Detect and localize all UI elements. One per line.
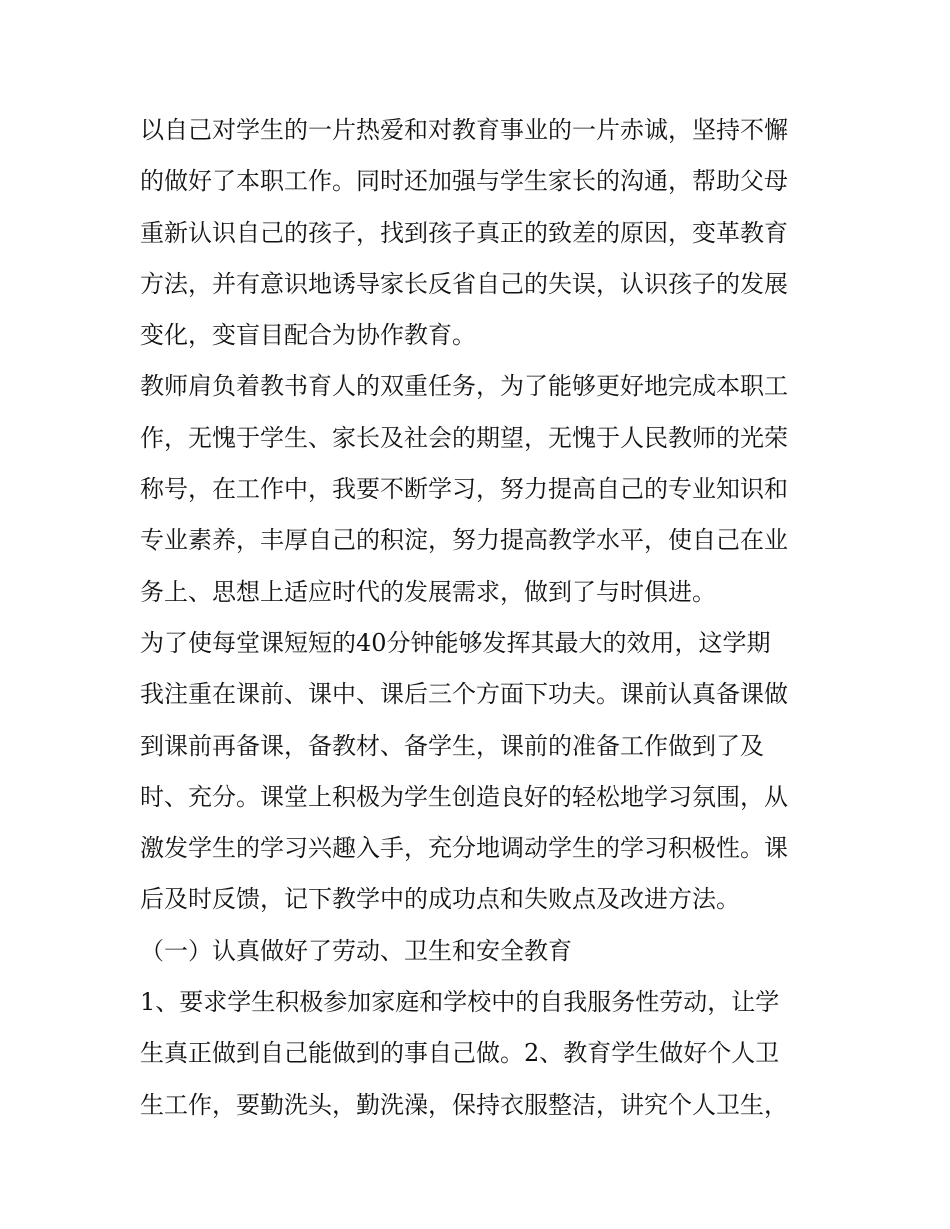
text-line: 以自己对学生的一片热爱和对教育事业的一片赤诚，坚持不懈 <box>140 116 788 144</box>
text-line: 变化，变盲目配合为协作教育。 <box>140 321 476 350</box>
section-heading: （一）认真做好了劳动、卫生和安全教育 <box>140 936 572 965</box>
text-line: 1、要求学生积极参加家庭和学校中的自我服务性劳动，让学 <box>140 988 780 1017</box>
text-line: 称号，在工作中，我要不断学习，努力提高自己的专业知识和 <box>140 475 788 504</box>
text-line: 我注重在课前、课中、课后三个方面下功夫。课前认真备课做 <box>140 680 788 709</box>
text-line: 教师肩负着教书育人的双重任务，为了能够更好地完成本职工 <box>140 372 788 401</box>
text-line: 专业素养，丰厚自己的积淀，努力提高教学水平，使自己在业 <box>140 526 788 555</box>
text-line: 激发学生的学习兴趣入手，充分地调动学生的学习积极性。课 <box>140 834 788 863</box>
text-line: 方法，并有意识地诱导家长反省自己的失误，认识孩子的发展 <box>140 269 788 298</box>
text-line: 重新认识自己的孩子，找到孩子真正的致差的原因，变革教育 <box>140 218 788 247</box>
text-line: 为了使每堂课短短的40分钟能够发挥其最大的效用，这学期 <box>140 628 771 657</box>
text-line: 生工作，要勤洗头，勤洗澡，保持衣服整洁，讲究个人卫生， <box>140 1090 788 1119</box>
text-line: 作，无愧于学生、家长及社会的期望，无愧于人民教师的光荣 <box>140 423 788 452</box>
text-line: 生真正做到自己能做到的事自己做。2、教育学生做好个人卫 <box>140 1039 780 1068</box>
text-line: 后及时反馈，记下教学中的成功点和失败点及改进方法。 <box>140 885 740 914</box>
text-line: 时、充分。课堂上积极为学生创造良好的轻松地学习氛围，从 <box>140 782 788 811</box>
text-line: 的做好了本职工作。同时还加强与学生家长的沟通，帮助父母 <box>140 167 788 196</box>
document-body <box>140 105 820 1131</box>
text-line: 务上、思想上适应时代的发展需求，做到了与时俱进。 <box>140 577 716 606</box>
text-line: 到课前再备课，备教材、备学生，课前的准备工作做到了及 <box>140 731 764 760</box>
